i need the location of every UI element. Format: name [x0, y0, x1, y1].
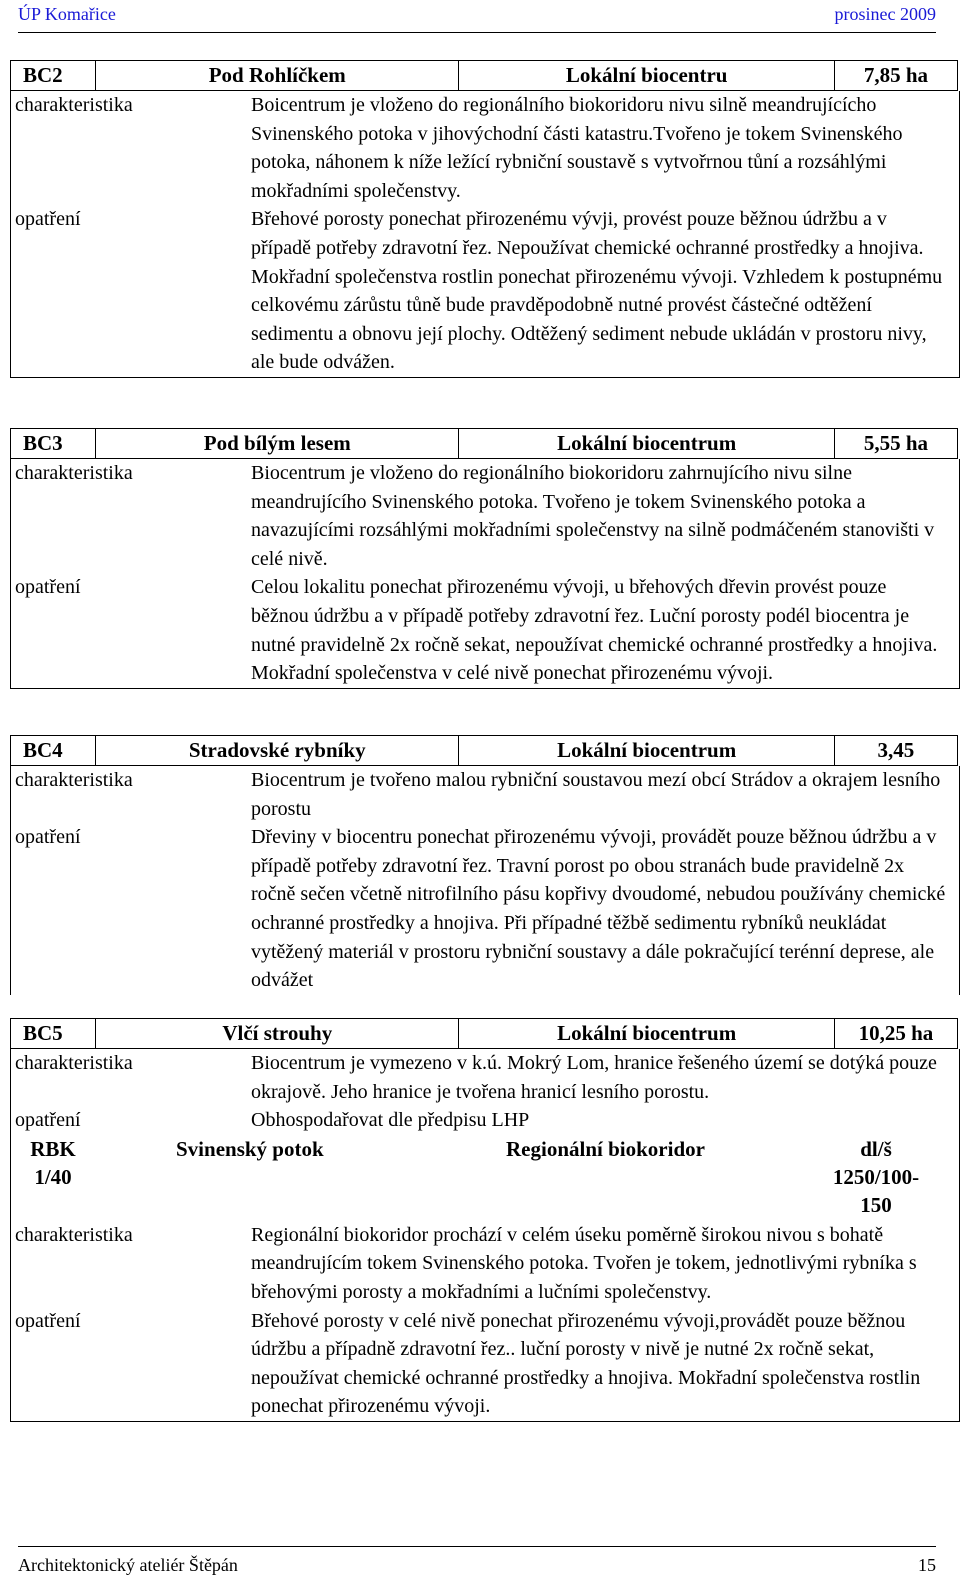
corridor-dimensions: dl/š 1250/100- 150	[832, 1136, 920, 1217]
document-date: prosinec 2009	[834, 4, 936, 24]
block-type: Lokální biocentrum	[459, 736, 834, 766]
block-type: Lokální biocentru	[459, 61, 834, 91]
measures-row	[11, 205, 959, 377]
measures-text: Celou lokalitu ponechat přirozenému vývoji, u břehových dřevin provést pouze běžnou údržbu a v případě potřeby zdravotní řez. Luční porosty podél biocentra je nutné pravidelně 2x ročně sekat, nepoužívat chemické ochranné prostředky a hnojiva. Mokřadní společenstva v celé nivě ponechat přirozenému vývoji.	[251, 576, 938, 685]
corridor-rbk-header	[11, 1135, 959, 1221]
measures-row	[11, 1106, 959, 1135]
measures-text: Břehové porosty ponechat přirozenému vývji, provést pouze běžnou údržbu a v případě potřeby zdravotní řez. Nepoužívat chemické ochranné prostředky a hnojiva. Mokřadní společenstva rostlin ponechat přirozenému vývoji. Vzhledem k postupnému celkovému zárůstu tůně bude pravděpodobně nutné provést částečné odtěžení sedimentu a obnovu její plochy. Odtěžený sediment nebude ukládán v prostoru nivy, ale bude odvážen.	[251, 208, 943, 374]
block-size: 5,55 ha	[834, 429, 957, 459]
measures-label: opatření	[15, 1309, 81, 1332]
measures-text: Břehové porosty v celé nivě ponechat přirozenému vývoji,provádět pouze běžnou údržbu a případně zdravotní řez.. luční porosty v nivě je nutné 2x ročně sekat, nepoužívat chemické ochranné prostředky a hnojiva. Mokřadní společenstva rostlin ponechat přirozenému vývoji.	[251, 1309, 921, 1418]
characteristics-row	[11, 459, 959, 573]
block-header	[10, 735, 958, 766]
page-header	[18, 4, 936, 33]
measures-label: opatření	[15, 826, 81, 849]
block-header	[10, 60, 958, 91]
measures-text: Obhospodařovat dle předpisu LHP	[251, 1109, 530, 1132]
block-header	[10, 1018, 958, 1049]
block-name: Pod bílým lesem	[96, 429, 459, 459]
biocenter-bc2	[10, 60, 960, 378]
page-number: 15	[918, 1555, 936, 1575]
characteristics-label: charakteristika	[15, 769, 133, 791]
measures-label: opatření	[15, 576, 81, 599]
block-size: 10,25 ha	[834, 1019, 957, 1049]
studio-name: Architektonický ateliér Štěpán	[18, 1555, 238, 1575]
block-name: Pod Rohlíčkem	[96, 61, 459, 91]
block-code: BC3	[11, 429, 96, 459]
biocenter-bc5	[10, 1018, 960, 1422]
characteristics-label: charakteristika	[15, 94, 133, 116]
document-title: ÚP Komařice	[18, 4, 116, 24]
measures-row	[11, 823, 959, 995]
characteristics-row	[11, 766, 959, 823]
block-name: Stradovské rybníky	[96, 736, 459, 766]
characteristics-label: charakteristika	[15, 1052, 133, 1074]
block-type: Lokální biocentrum	[459, 1019, 834, 1049]
corridor-characteristics-row	[11, 1221, 959, 1307]
characteristics-row	[11, 1049, 959, 1106]
block-size: 7,85 ha	[834, 61, 957, 91]
block-type: Lokální biocentrum	[459, 429, 834, 459]
block-body	[10, 459, 960, 689]
page-footer	[18, 1546, 936, 1577]
characteristics-text: Boicentrum je vloženo do regionálního biokoridoru nivu silně meandrujícícho Svinenského potoka v jihovýchodní části katastru.Tvořeno je tokem Svinenského potoka, náhonem k níže ležící rybniční soustavě s vytvořrnou tůní a rozsáhlými mokřadními společenstvy.	[251, 94, 903, 202]
characteristics-label: charakteristika	[15, 462, 133, 484]
block-name: Vlčí strouhy	[96, 1019, 459, 1049]
characteristics-text: Biocentrum je vymezeno v k.ú. Mokrý Lom, hranice řešeného území se dotýká pouze okrajově. Jeho hranice je tvořena hranicí lesního porostu.	[251, 1052, 937, 1103]
corridor-measures-row	[11, 1307, 959, 1421]
block-code: BC2	[11, 61, 96, 91]
block-code: BC5	[11, 1019, 96, 1049]
corridor-name: Svinenský potok	[176, 1136, 324, 1161]
block-header	[10, 428, 958, 459]
block-body	[10, 766, 960, 995]
characteristics-text: Biocentrum je tvořeno malou rybniční soustavou mezí obcí Strádov a okrajem lesního porostu	[251, 769, 941, 820]
block-code: BC4	[11, 736, 96, 766]
characteristics-label: charakteristika	[15, 1223, 133, 1246]
measures-row	[11, 573, 959, 687]
block-body	[10, 1049, 960, 1422]
biocenter-bc3	[10, 428, 960, 689]
block-body	[10, 91, 960, 378]
corridor-type: Regionální biokoridor	[506, 1136, 705, 1161]
biocenter-bc4	[10, 735, 960, 995]
characteristics-text: Biocentrum je vloženo do regionálního biokoridoru zahrnujícího nivu silne meandrujícího Svinenského potoka. Tvořeno je tokem Svinenského potoka a navazujícími rozsáhlými mokřadními společenstvy na silně podmáčeném stanovišti v celé nivě.	[251, 462, 935, 570]
measures-text: Dřeviny v biocentru ponechat přirozenému vývoji, provádět pouze běžnou údržbu a v případě potřeby zdravotní řez. Travní porost po obou stranách bude pravidelně 2x ročně sečen včetně nitrofilního pásu kopřivy dvoudomé, nebudou používány chemické ochranné prostředky a hnojiva. Při případné těžbě sedimentu rybníků neukládat vytěžený materiál v prostoru rybniční soustavy a dále pokračující terénní deprese, ale odvážet	[251, 826, 946, 992]
characteristics-row	[11, 91, 959, 205]
block-size: 3,45	[834, 736, 957, 766]
corridor-code: RBK 1/40	[30, 1136, 76, 1189]
measures-label: opatření	[15, 1109, 81, 1132]
characteristics-text: Regionální biokoridor prochází v celém úseku poměrně širokou nivou s bohatě meandrujícím tokem Svinenského potoka. Tvořen je tokem, jednotlivými rybníka s břehovými porosty a mokřadními a lučními společenstvy.	[251, 1223, 917, 1303]
measures-label: opatření	[15, 208, 81, 231]
